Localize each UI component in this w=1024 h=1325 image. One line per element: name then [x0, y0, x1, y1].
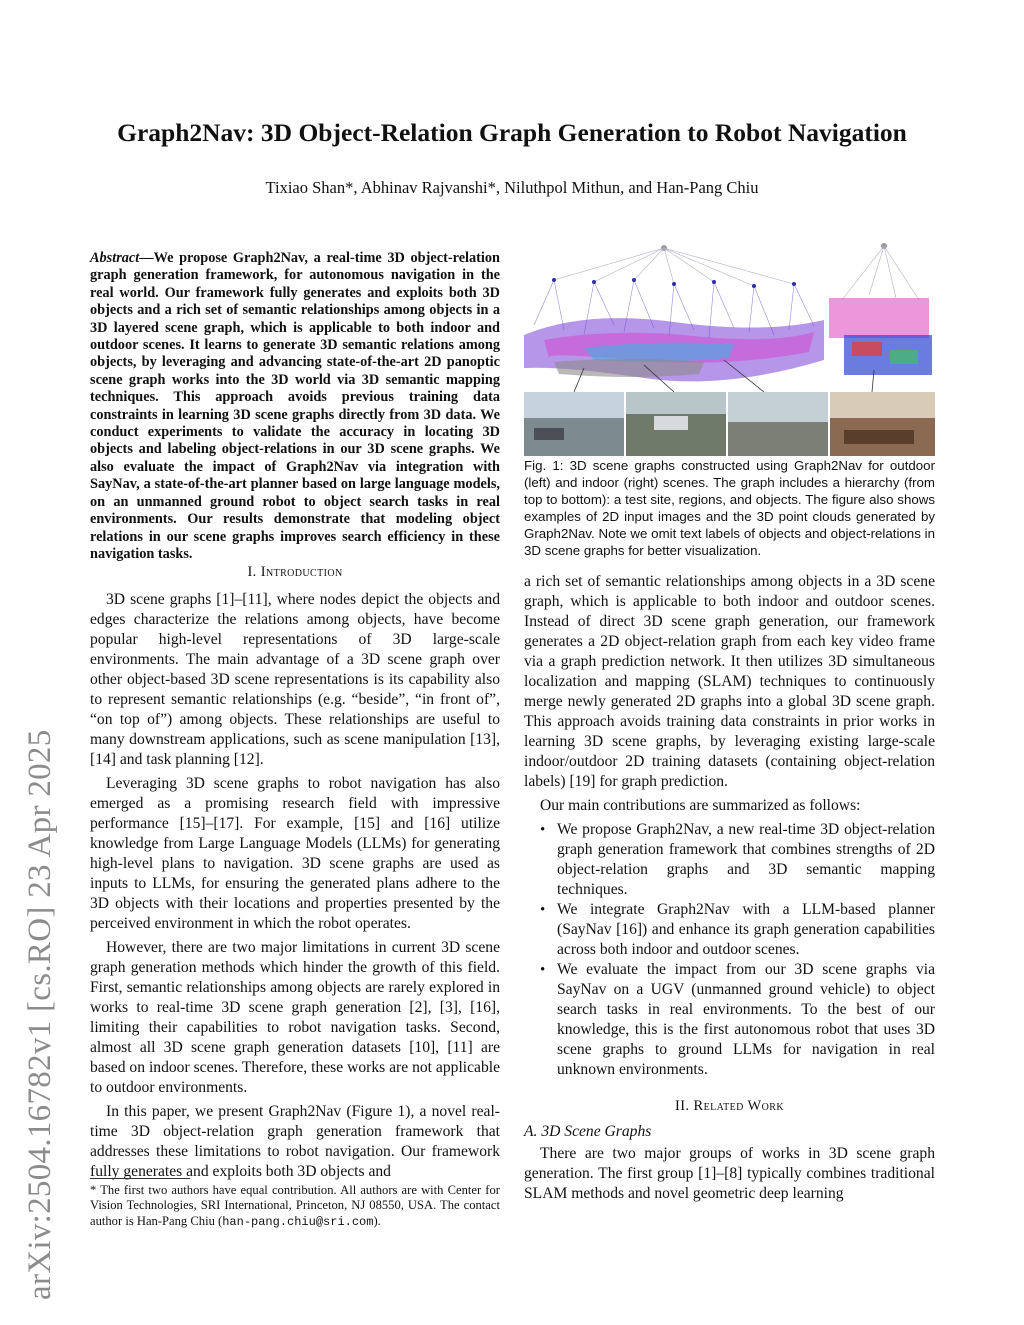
list-item: • We evaluate the impact from our 3D scene graphs via SayNav on a UGV (unmanned ground vehicle) to object search tasks in real environments. To the best of our knowledge, this is the first autonomous robot that uses 3D scene graphs to ground LLMs for navigation in real unknown environments.: [557, 960, 935, 1080]
author-list: Tixiao Shan*, Abhinav Rajvanshi*, Niluthpol Mithun, and Han-Pang Chiu: [265, 178, 759, 197]
related-work-heading: II. Related Work: [675, 1098, 784, 1114]
intro-paragraph: However, there are two major limitations in current 3D scene graph generation methods which hinder the growth of this field. First, semantic relationships among objects are rarely explored in works to real-time 3D scene graph generation [2], [3], [16], limiting their capabilities to robot navigation tasks. Second, almost all 3D scene graph generation datasets [10], [11] are based on indoor scenes. Therefore, these works are not applicable to outdoor environments.: [90, 939, 500, 1096]
contributions-intro: Our main contributions are summarized as follows:: [540, 797, 861, 814]
footnote: [90, 1183, 500, 1230]
paper-title: Graph2Nav: 3D Object-Relation Graph Generation to Robot Navigation: [117, 118, 907, 147]
intro-paragraph: In this paper, we present Graph2Nav (Figure 1), a novel real-time 3D object-relation graph generation framework that addresses these limitations to robot navigation. Our framework fully generates and exploits both 3D objects and: [90, 1103, 500, 1180]
abstract-label: Abstract: [90, 250, 140, 266]
figure-1: [524, 240, 935, 456]
footnote-end: ).: [373, 1213, 381, 1228]
intro-continuation: a rich set of semantic relationships among objects in a 3D scene graph, which is applicable to both indoor and outdoor scenes. Instead of direct 3D scene graph generation, our framework generates a 2D object-relation graph from each key video frame via a graph prediction network. It then utilizes 3D simultaneous localization and mapping (SLAM) techniques to continuously merge newly generated 2D graphs into a global 3D scene graph. This approach avoids training data constraints in prior works in learning 3D scene graphs, by leveraging existing large-scale indoor/outdoor 2D training datasets (containing object-relation labels) [19] for graph prediction.: [524, 573, 935, 790]
scene-graph-figure: [524, 240, 935, 456]
intro-paragraph: 3D scene graphs [1]–[11], where nodes depict the objects and edges characterize the relations among objects, have become popular high-level representations of 3D large-scale environments. The main advantage of a 3D scene graph over other object-based 3D scene representations is its capability also to represent semantic relationships (e.g. “beside”, “in front of”, “on top of”) among objects. These relationships are useful to many downstream applications, such as scene manipulation [13], [14] and task planning [12].: [90, 591, 500, 768]
footnote-rule: [90, 1178, 190, 1179]
related-work-paragraph: There are two major groups of works in 3D scene graph generation. The first group [1]–[8] typically combines traditional SLAM methods and novel geometric deep learning: [524, 1145, 935, 1202]
right-column: [524, 572, 935, 1204]
introduction-section: [90, 562, 500, 1182]
footnote-text: * The first two authors have equal contribution. All authors are with Center for Vision Technologies, SRI International, Princeton, NJ 08550, USA. The contact author is Han-Pang Chiu (: [90, 1183, 500, 1228]
subsection-heading: A. 3D Scene Graphs: [524, 1123, 652, 1140]
arxiv-stamp: arXiv:2504.16782v1 [cs.RO] 23 Apr 2025: [22, 729, 58, 1300]
contact-email: han-pang.chiu@sri.com: [222, 1214, 374, 1229]
intro-heading: I. Introduction: [247, 564, 343, 580]
contribution-list: [524, 820, 935, 1080]
intro-paragraph: Leveraging 3D scene graphs to robot navigation has also emerged as a promising research field with impressive performance [15]–[17]. For example, [15] and [16] utilize knowledge from Large Language Models (LLMs) for generating high-level plans to navigation. 3D scene graphs are used as inputs to LLMs, for ensuring the generated plans adhere to the 3D objects with their locations and properties presented by the perceived environment in which the robot operates.: [90, 775, 500, 932]
abstract: [90, 250, 500, 563]
input-image-strip: [524, 392, 935, 456]
list-item: • We integrate Graph2Nav with a LLM-based planner (SayNav [16]) and enhance its graph generation capabilities across both indoor and outdoor scenes.: [557, 900, 935, 960]
outdoor-scene-graph: [524, 245, 824, 392]
list-item: • We propose Graph2Nav, a new real-time 3D object-relation graph generation framework that combines strengths of 2D object-relation graphs and 3D semantic mapping techniques.: [557, 820, 935, 900]
figure-1-caption: Fig. 1: 3D scene graphs constructed using Graph2Nav for outdoor (left) and indoor (right) scenes. The graph includes a hierarchy (from top to bottom): a test site, regions, and objects. The figure also shows examples of 2D input images and the 3D point clouds generated by Graph2Nav. Note we omit text labels of objects and object-relations in 3D scene graphs for better visualization.: [524, 458, 935, 559]
abstract-text: —We propose Graph2Nav, a real-time 3D object-relation graph generation framework, for autonomous navigation in the real world. Our framework fully generates and exploits both 3D objects and a rich set of semantic relationships among objects in a 3D layered scene graph, which is applicable to both indoor and outdoor scenes. It learns to generate 3D semantic relations among objects, by leveraging and advancing state-of-the-art 2D panoptic scene graph works into the 3D world via 3D semantic mapping techniques. This approach avoids previous training data constraints in learning 3D scene graphs directly from 3D data. We conduct experiments to validate the accuracy in locating 3D objects and labeling object-relations in our 3D scene graphs. We also evaluate the impact of Graph2Nav via integration with SayNav, a state-of-the-art planner based on large language models, on an unmanned ground robot to object search tasks in real environments. Our results demonstrate that modeling object relations in our scene graphs improves search efficiency in these navigation tasks.: [90, 250, 500, 562]
indoor-scene-graph: [829, 243, 932, 392]
